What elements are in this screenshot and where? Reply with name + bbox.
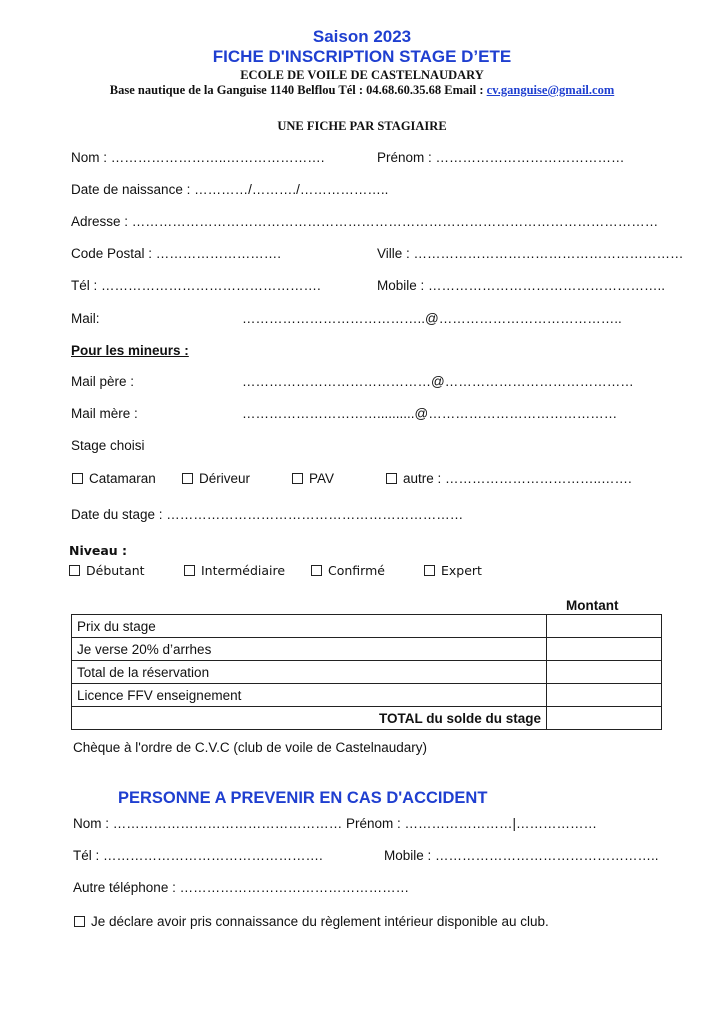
season-title: Saison 2023 — [312, 27, 412, 46]
amount-header: Montant — [566, 598, 619, 613]
school-address — [0, 83, 724, 98]
checkbox-icon[interactable] — [184, 565, 195, 576]
level-option-intermediaire[interactable] — [184, 563, 285, 578]
mail-field[interactable]: …………………………………..@………………………………….. — [242, 311, 622, 326]
postal-code-field[interactable]: Code Postal : ………………………. — [71, 246, 282, 261]
option-label: Intermédiaire — [201, 563, 286, 578]
row-label: Licence FFV enseignement — [72, 684, 547, 707]
row-label: Total de la réservation — [72, 661, 547, 684]
address-field[interactable]: Adresse : ……………………………………………………………………………………………………… — [71, 214, 659, 229]
declaration-text: Je déclare avoir pris connaissance du règlement intérieur disponible au club. — [91, 914, 549, 929]
option-label: autre : ……………………………..……. — [403, 471, 632, 486]
amount-cell[interactable] — [547, 661, 662, 684]
one-form-notice: UNE FICHE PAR STAGIAIRE — [277, 119, 447, 133]
stage-option-catamaran[interactable] — [72, 471, 156, 486]
accident-heading: PERSONNE A PREVENIR EN CAS D'ACCIDENT — [118, 789, 488, 807]
amount-cell[interactable] — [547, 638, 662, 661]
city-field[interactable]: Ville : …………………………………………………… — [377, 246, 684, 261]
checkbox-icon[interactable] — [311, 565, 322, 576]
minors-heading: Pour les mineurs : — [71, 343, 189, 358]
option-label: Débutant — [86, 563, 145, 578]
accident-name-field[interactable]: Nom : …………………………………………… Prénom : ……………………|……………… — [73, 816, 598, 831]
cheque-notice: Chèque à l'ordre de C.V.C (club de voile de Castelnaudary) — [73, 740, 428, 755]
father-mail-label: Mail père : — [71, 374, 135, 389]
mobile-field[interactable]: Mobile : …………………………………………….. — [377, 278, 666, 293]
stage-date-field[interactable]: Date du stage : ………………………………………………………… — [71, 507, 464, 522]
table-row — [72, 638, 662, 661]
price-table — [71, 614, 662, 730]
checkbox-icon[interactable] — [182, 473, 193, 484]
stage-option-autre[interactable] — [386, 471, 632, 486]
form-title: FICHE D'INSCRIPTION STAGE D’ETE — [212, 47, 512, 66]
checkbox-icon[interactable] — [72, 473, 83, 484]
table-row — [72, 661, 662, 684]
phone-field[interactable]: Tél : …………………………………………. — [71, 278, 321, 293]
table-row — [72, 684, 662, 707]
row-label: Prix du stage — [72, 615, 547, 638]
prenom-field[interactable]: Prénom : …………………………………… — [377, 150, 625, 165]
stage-label: Stage choisi — [71, 438, 145, 453]
checkbox-icon[interactable] — [292, 473, 303, 484]
declaration[interactable] — [74, 914, 549, 929]
accident-mobile-field[interactable]: Mobile : ………………………………………….. — [384, 848, 659, 863]
checkbox-icon[interactable] — [69, 565, 80, 576]
mother-mail-label: Mail mère : — [71, 406, 138, 421]
checkbox-icon[interactable] — [424, 565, 435, 576]
option-label: Dériveur — [199, 471, 251, 486]
total-amount-cell[interactable] — [547, 707, 662, 730]
mother-mail-field[interactable]: …………………………..........@…………………………………… — [242, 406, 618, 421]
stage-option-deriveur[interactable] — [182, 471, 250, 486]
level-option-debutant[interactable] — [69, 563, 145, 578]
option-label: Catamaran — [89, 471, 156, 486]
address-text: Base nautique de la Ganguise 1140 Belflou Tél : 04.68.60.35.68 Email : — [109, 83, 487, 97]
accident-phone-field[interactable]: Tél : …………………………………………. — [73, 848, 323, 863]
level-label: Niveau : — [69, 543, 128, 558]
table-row — [72, 615, 662, 638]
stage-option-pav[interactable] — [292, 471, 334, 486]
mail-label: Mail: — [71, 311, 100, 326]
school-name: ECOLE DE VOILE DE CASTELNAUDARY — [240, 68, 484, 82]
level-option-expert[interactable] — [424, 563, 482, 578]
level-option-confirme[interactable] — [311, 563, 385, 578]
other-phone-field[interactable]: Autre téléphone : …………………………………………… — [73, 880, 410, 895]
checkbox-icon[interactable] — [74, 916, 85, 927]
nom-field[interactable]: Nom : ……………………..…………………. — [71, 150, 325, 165]
amount-cell[interactable] — [547, 615, 662, 638]
table-row — [72, 707, 662, 730]
birthdate-field[interactable]: Date de naissance : …………/………./……………….. — [71, 182, 389, 197]
option-label: PAV — [309, 471, 335, 486]
amount-cell[interactable] — [547, 684, 662, 707]
option-label: Expert — [441, 563, 482, 578]
email-link[interactable]: cv.ganguise@gmail.com — [486, 83, 615, 97]
checkbox-icon[interactable] — [386, 473, 397, 484]
option-label: Confirmé — [328, 563, 385, 578]
total-label: TOTAL du solde du stage — [72, 707, 547, 730]
father-mail-field[interactable]: ……………………………………@…………………………………… — [242, 374, 634, 389]
row-label: Je verse 20% d’arrhes — [72, 638, 547, 661]
